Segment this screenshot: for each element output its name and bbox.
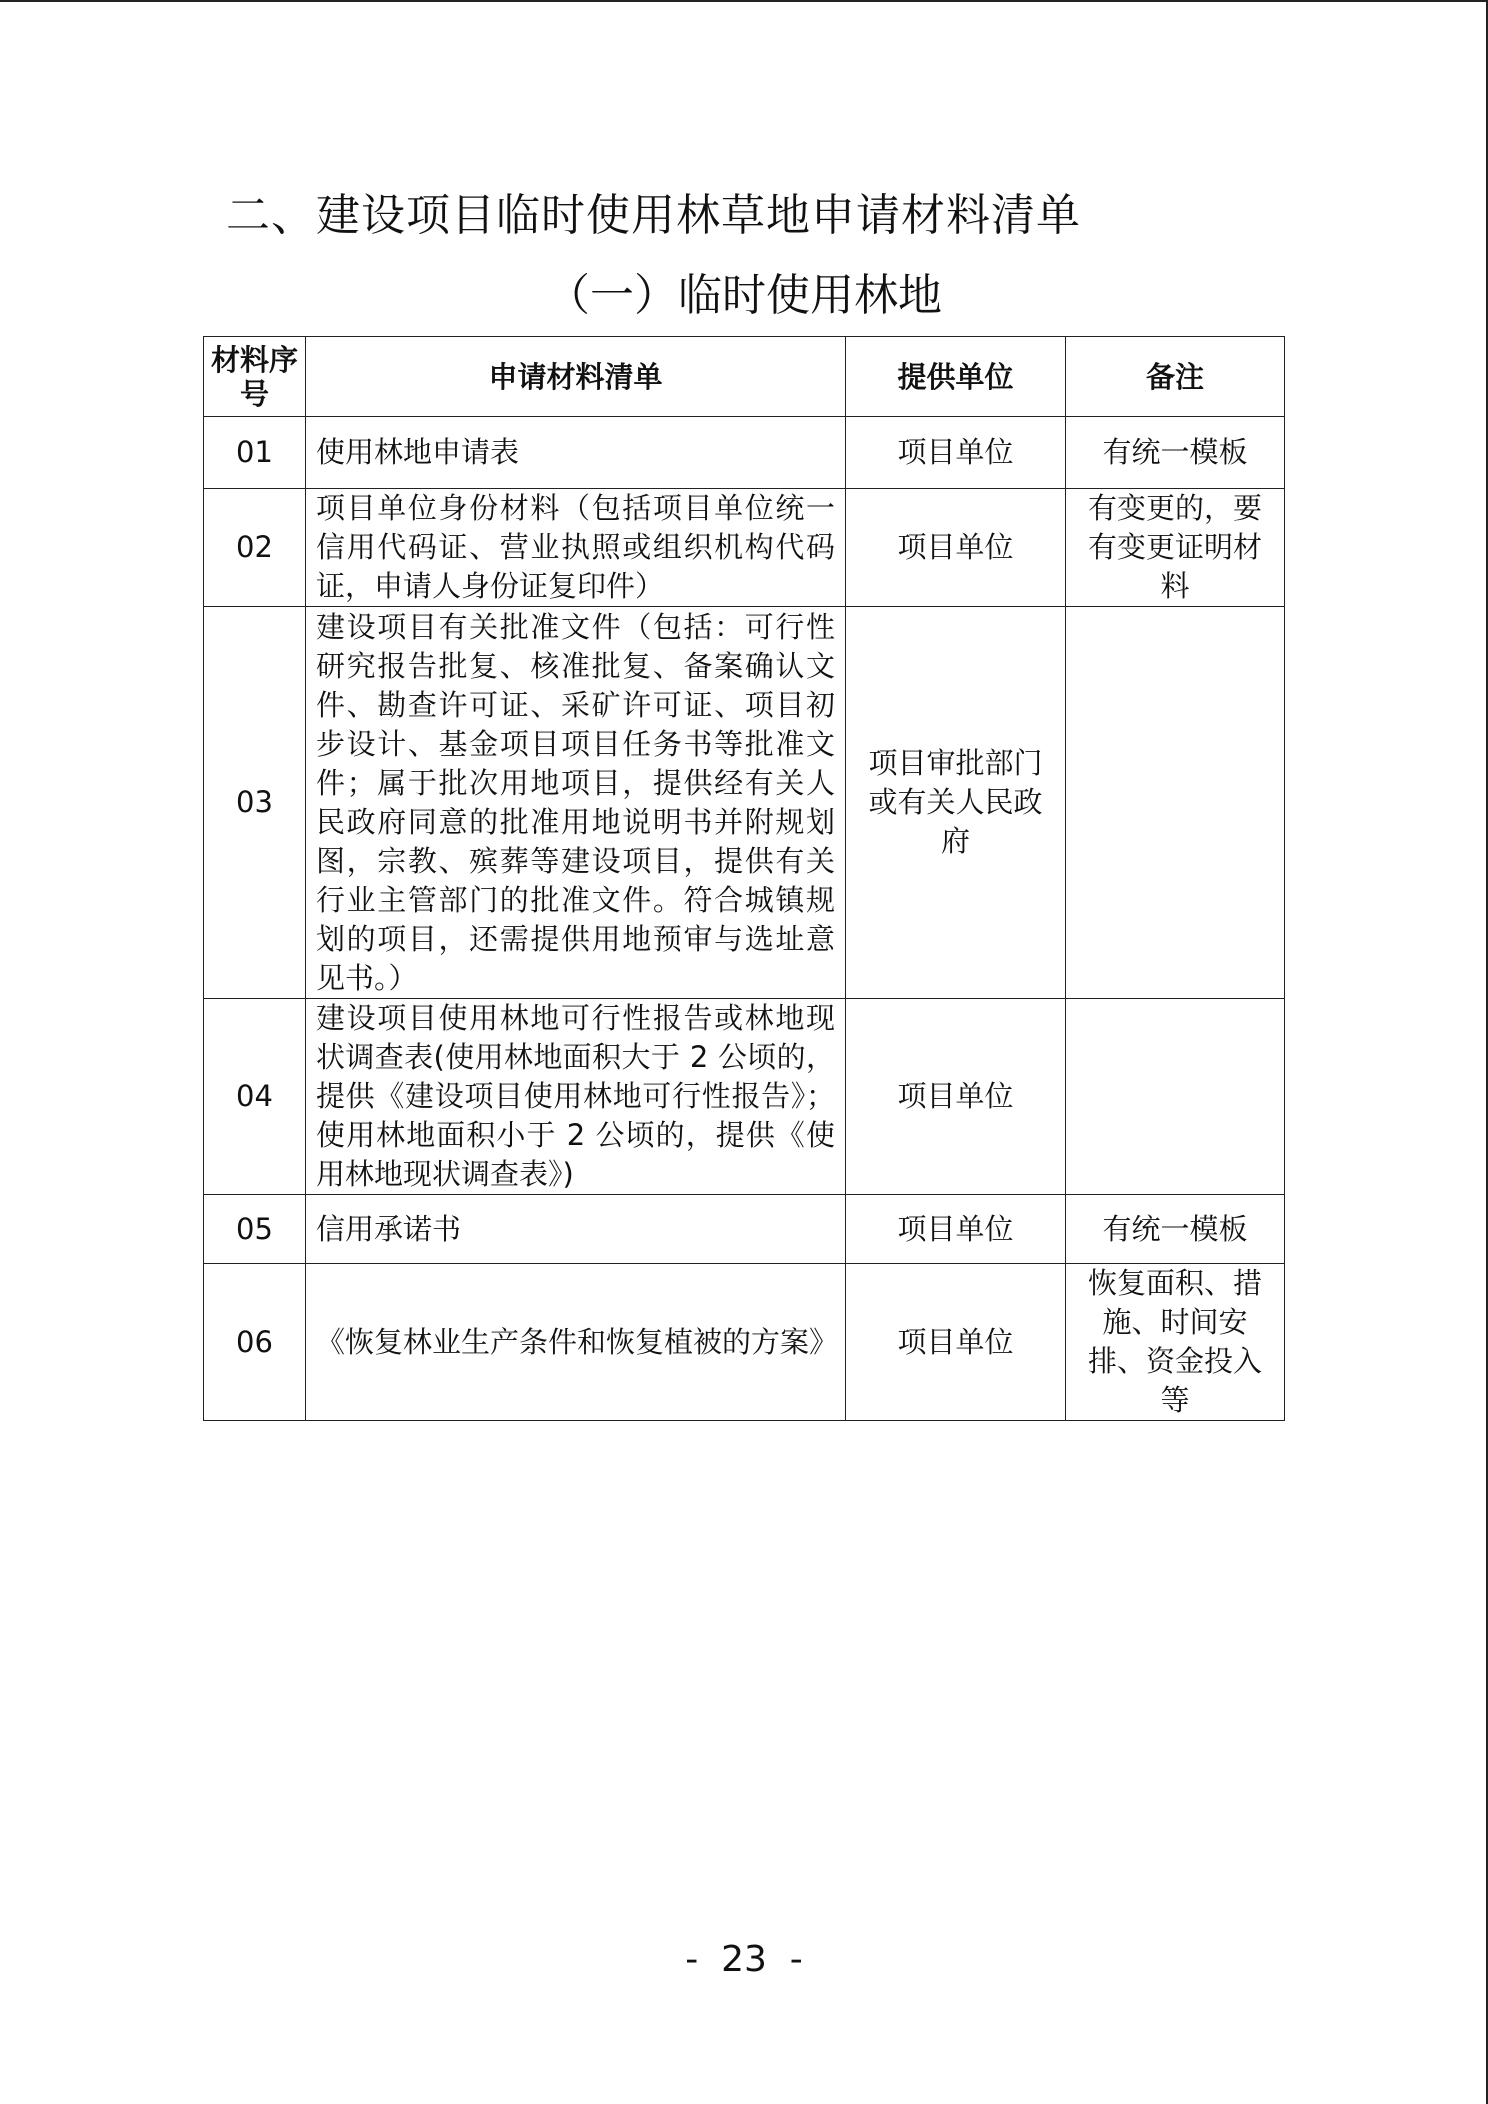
subsection-title: （一）临时使用林地 [546,270,942,321]
row-description: 使用林地申请表 [306,417,846,489]
row-provider: 项目单位 [846,1195,1066,1264]
table-row [204,999,1285,1195]
row-number: 04 [204,999,306,1195]
row-number: 03 [204,607,306,999]
row-description: 《恢复林业生产条件和恢复植被的方案》 [306,1264,846,1421]
materials-table [203,336,1285,1421]
row-provider: 项目单位 [846,999,1066,1195]
table-header-row [204,337,1285,417]
page-number: - 23 - [685,1939,803,1980]
page-top-border [0,0,1488,2]
header-remarks: 备注 [1066,337,1285,417]
table-row [204,1195,1285,1264]
table-row [204,489,1285,607]
row-provider: 项目单位 [846,489,1066,607]
table-row [204,607,1285,999]
row-provider: 项目单位 [846,417,1066,489]
row-remarks: 有统一模板 [1066,417,1285,489]
row-number: 01 [204,417,306,489]
table-row [204,1264,1285,1421]
row-remarks [1066,607,1285,999]
row-remarks: 恢复面积、措施、时间安排、资金投入等 [1066,1264,1285,1421]
header-material-number: 材料序号 [204,337,306,417]
row-number: 02 [204,489,306,607]
row-number: 05 [204,1195,306,1264]
header-material-list: 申请材料清单 [306,337,846,417]
row-number: 06 [204,1264,306,1421]
row-remarks [1066,999,1285,1195]
row-provider: 项目单位 [846,1264,1066,1421]
row-description: 信用承诺书 [306,1195,846,1264]
header-provider: 提供单位 [846,337,1066,417]
table-row [204,417,1285,489]
row-description: 建设项目有关批准文件（包括：可行性研究报告批复、核准批复、备案确认文件、勘查许可证、采矿许可证、项目初步设计、基金项目项目任务书等批准文件；属于批次用地项目，提供经有关人民政府同意的批准用地说明书并附规划图，宗教、殡葬等建设项目，提供有关行业主管部门的批准文件。符合城镇规划的项目，还需提供用地预审与选址意见书。） [306,607,846,999]
row-remarks: 有变更的，要有变更证明材料 [1066,489,1285,607]
row-description: 项目单位身份材料（包括项目单位统一信用代码证、营业执照或组织机构代码证，申请人身份证复印件） [306,489,846,607]
row-description: 建设项目使用林地可行性报告或林地现状调查表(使用林地面积大于 2 公顷的，提供《建设项目使用林地可行性报告》；使用林地面积小于 2 公顷的，提供《使用林地现状调查表》) [306,999,846,1195]
row-provider: 项目审批部门或有关人民政府 [846,607,1066,999]
row-remarks: 有统一模板 [1066,1195,1285,1264]
section-title: 二、建设项目临时使用林草地申请材料清单 [226,190,1081,241]
